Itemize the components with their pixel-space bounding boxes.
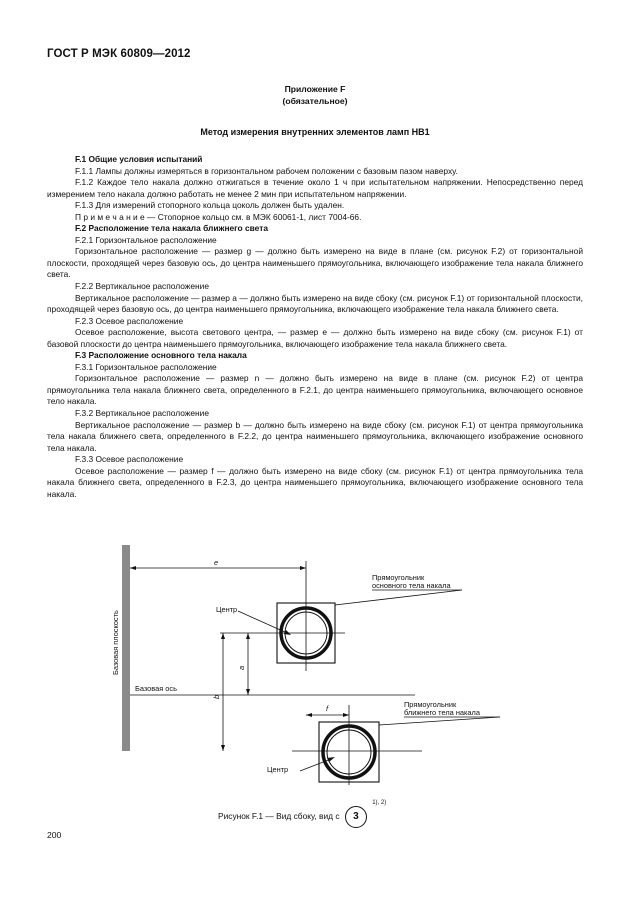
caption-footnote: 1), 2)	[372, 800, 387, 806]
paragraph: F.3.2 Вертикальное расположение	[75, 408, 210, 419]
label-low-rect-1: Прямоугольник	[404, 700, 457, 709]
dim-e-label: e	[214, 558, 219, 567]
paragraph: F.1 Общие условия испытаний	[75, 154, 203, 164]
paragraph: F.1.1 Лампы должны измеряться в горизонтальном рабочем положении с базовым пазом наверху.	[75, 165, 458, 176]
dim-b-label: b	[212, 694, 221, 699]
label-center-bottom: Центр	[267, 765, 289, 774]
figure-f1	[0, 545, 630, 805]
document-header: ГОСТ Р МЭК 60809—2012	[47, 48, 191, 60]
body-text	[47, 154, 583, 500]
label-main-rect-2: основного тела накала	[372, 581, 451, 590]
paragraph: F.1.3 Для измерений стопорного кольца цоколь должен быть удален.	[75, 200, 345, 211]
paragraph: F.3.3 Осевое расположение	[75, 454, 184, 465]
paragraph: Вертикальное расположение — размер b — должно быть измерено на виде сбоку (см. рисунок F.1) от центра прямоугольника тела накала ближнего света, определенного в F.2.2, до центра наименьшего прямоугольника, включающего изображение основного тела накала.	[47, 419, 583, 453]
paragraph: Осевое расположение, высота светового центра, — размер e — должно быть измерено на виде сбоку (см. рисунок F.1) от базовой плоскости до центра наименьшего прямоугольника, включающего изображение тела накала ближнего света.	[47, 327, 583, 349]
label-base-plane: Базовая плоскость	[111, 610, 120, 675]
dim-a-label: a	[237, 665, 246, 670]
paragraph: Горизонтальное расположение — размер g — должно быть измерено на виде в плане (см. рисунок F.2) от горизонтальной плоскости, проходящей через базовую ось, до центра наименьшего прямоугольника, включающего изображение тела накала ближнего света.	[47, 246, 583, 280]
paragraph: Осевое расположение — размер f — должно быть измерено на виде сбоку (см. рисунок F.1) от центра прямоугольника тела накала ближнего света, определенного в F.2.3, до центра наименьшего прямоугольника, включающего изображение основного тела накала.	[47, 465, 583, 499]
paragraph: П р и м е ч а н и е — Стопорное кольцо см. в МЭК 60061-1, лист 7004-66.	[75, 211, 362, 222]
view-number-badge: 3	[345, 806, 367, 828]
figure-caption	[218, 800, 387, 828]
paragraph: Горизонтальное расположение — размер n — должно быть измерено на виде в плане (см. рисунок F.2) от центра прямоугольника тела накала ближнего света, определенного в F.2.1, до центра наименьшего прямоугольника, включающего основное тело накала.	[47, 373, 583, 407]
page-number: 200	[47, 830, 62, 840]
paragraph: F.3.1 Горизонтальное расположение	[75, 361, 217, 372]
paragraph: F.2.1 Горизонтальное расположение	[75, 234, 217, 245]
base-plane-bar	[122, 545, 130, 751]
paragraph: F.1.2 Каждое тело накала должно отжигаться в течение около 1 ч при испытательном напряжении. Непосредственно перед измерением тело накала должно работать не менее 2 мин при испытательном напряжении.	[47, 177, 583, 199]
label-low-rect-2: ближнего тела накала	[404, 708, 480, 717]
appendix-title: Приложение F	[284, 84, 346, 94]
appendix-status: (обязательное)	[282, 96, 348, 106]
dim-f-label: f	[326, 704, 329, 713]
label-base-axis: Базовая ось	[135, 684, 177, 693]
paragraph: F.2 Расположение тела накала ближнего света	[75, 223, 268, 234]
section-title: Метод измерения внутренних элементов ламп НВ1	[200, 127, 430, 137]
paragraph: F.3 Расположение основного тела накала	[75, 350, 247, 361]
paragraph: F.2.2 Вертикальное расположение	[75, 281, 210, 292]
label-center-top: Центр	[216, 605, 238, 614]
paragraph: Вертикальное расположение — размер a — должно быть измерено на виде сбоку (см. рисунок F.1) от горизонтальной плоскости, проходящей через базовую ось, до центра наименьшего прямоугольника, включающего изображение тела накала ближнего света.	[47, 292, 583, 315]
caption-text: Рисунок F.1 — Вид сбоку, вид с	[218, 811, 340, 822]
label-main-rect-1: Прямоугольник	[372, 573, 425, 582]
paragraph: F.2.3 Осевое расположение	[75, 315, 184, 326]
